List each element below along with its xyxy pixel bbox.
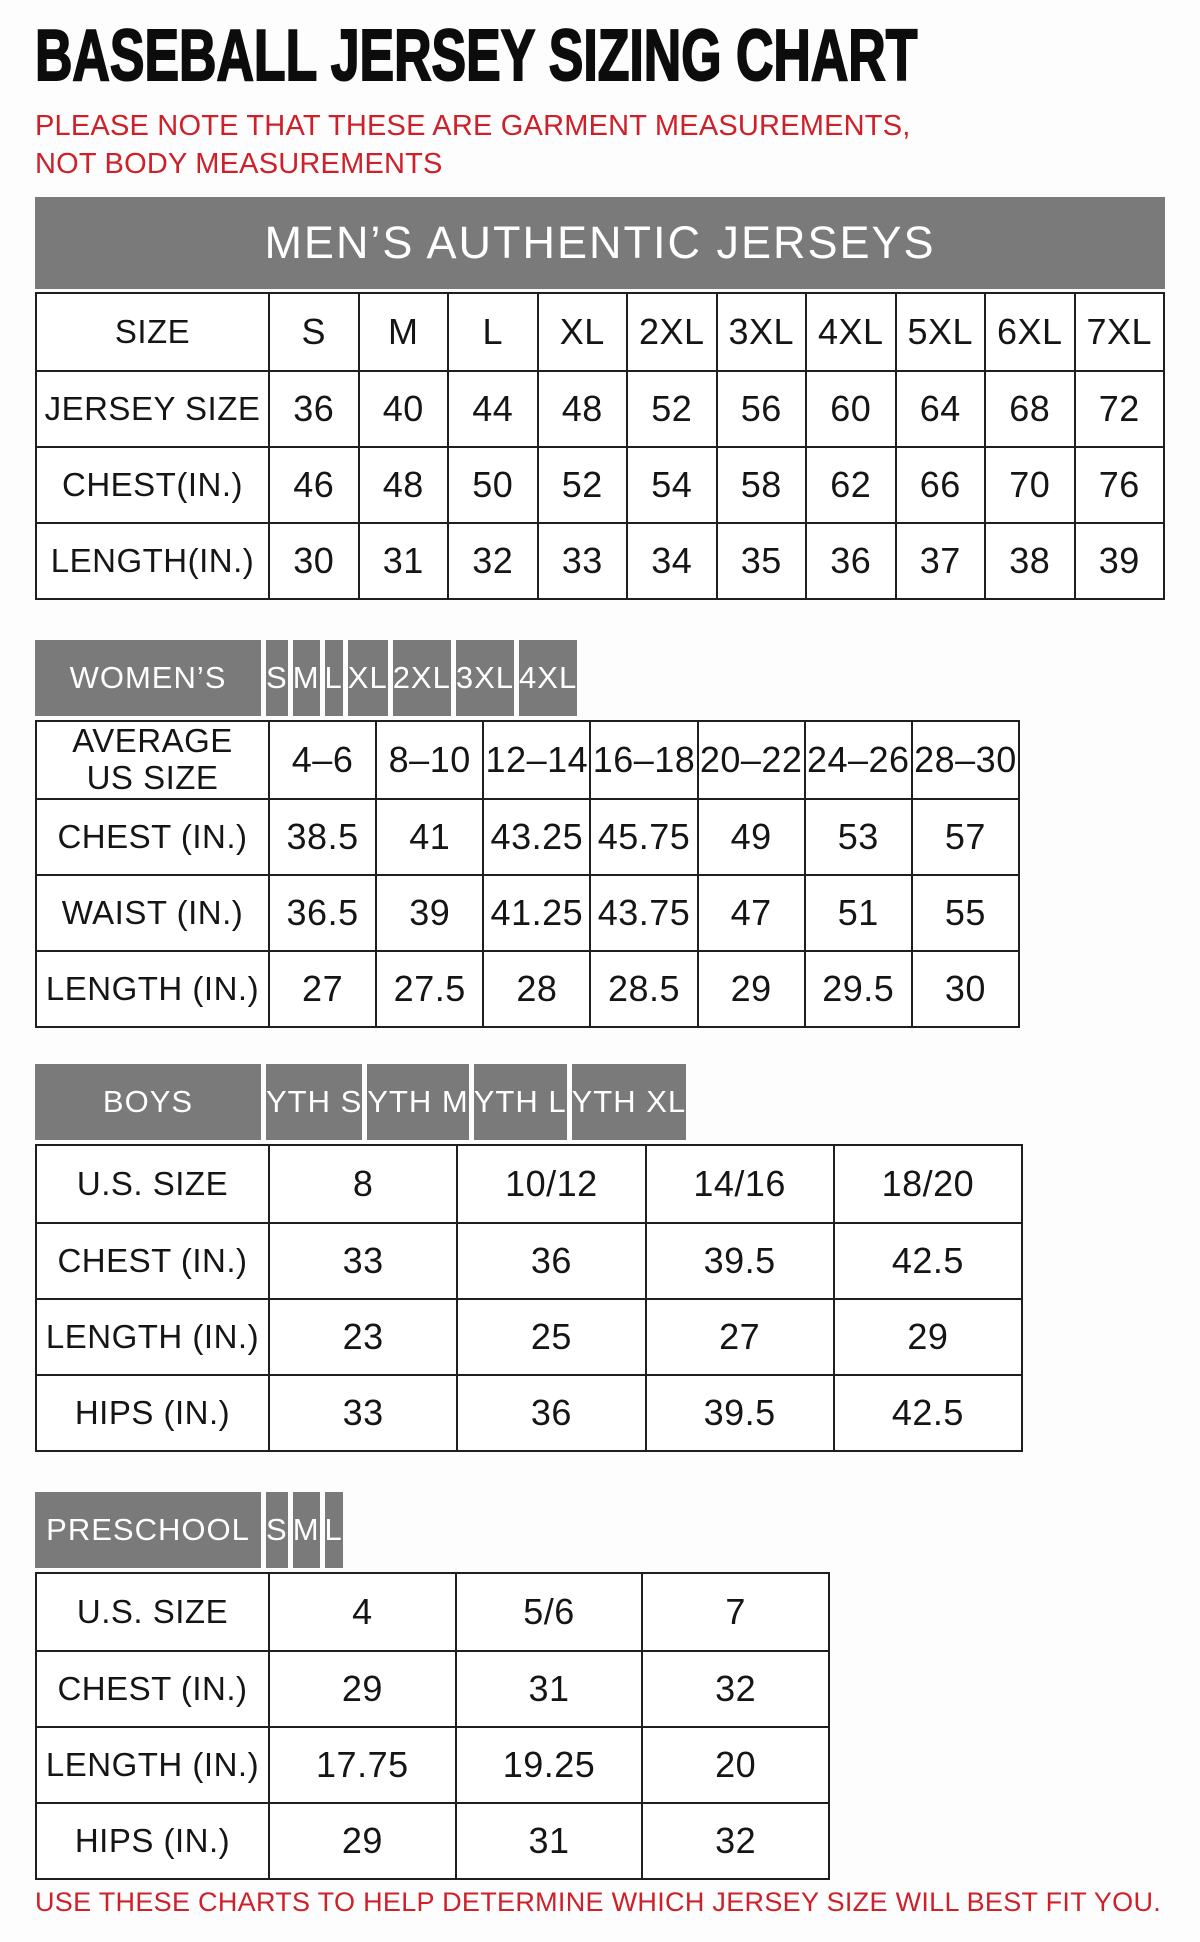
table-row (37, 294, 1163, 370)
value-cell: 5/6 (455, 1574, 642, 1650)
value-cell: 24–26 (804, 722, 911, 798)
row-label: SIZE (114, 313, 191, 351)
value-cell: 8 (268, 1146, 456, 1222)
table-row (37, 370, 1163, 446)
value-cell: 31 (455, 1804, 642, 1878)
column-header: WOMEN’S (35, 640, 266, 716)
table-row (37, 950, 1018, 1026)
value-cell: 41.25 (482, 876, 589, 950)
value-cell: 29 (833, 1300, 1021, 1374)
mens-grid (35, 292, 1165, 600)
value-cell: 7 (641, 1574, 828, 1650)
row-label-line: AVERAGE (72, 722, 233, 760)
value-cell: 30 (268, 524, 358, 598)
row-label: CHEST(IN.) (62, 466, 243, 504)
value-cell: 6XL (984, 294, 1074, 370)
value-cell: 28 (482, 952, 589, 1026)
row-label: U.S. SIZE (76, 1165, 229, 1203)
value-cell: 39 (375, 876, 482, 950)
value-cell: 39.5 (645, 1224, 833, 1298)
column-header: S (266, 640, 293, 716)
row-label: LENGTH (IN.) (45, 1746, 260, 1784)
value-cell: 31 (455, 1652, 642, 1726)
row-label: WAIST (IN.) (61, 894, 244, 932)
table-row (37, 1650, 828, 1726)
row-label: HIPS (IN.) (74, 1822, 231, 1860)
value-cell: 48 (537, 372, 627, 446)
value-cell: 52 (626, 372, 716, 446)
row-label: U.S. SIZE (76, 1593, 229, 1631)
value-cell: 23 (268, 1300, 456, 1374)
value-cell: 35 (716, 524, 806, 598)
value-cell: 4XL (805, 294, 895, 370)
value-cell: 19.25 (455, 1728, 642, 1802)
value-cell: 36 (268, 372, 358, 446)
row-label: LENGTH (IN.) (45, 970, 260, 1008)
value-cell: 16–18 (589, 722, 696, 798)
value-cell: 28–30 (911, 722, 1018, 798)
value-cell: 46 (268, 448, 358, 522)
row-label: JERSEY SIZE (44, 390, 261, 428)
value-cell: 36 (456, 1376, 644, 1450)
value-cell: 36 (805, 524, 895, 598)
boys-header-row (35, 1064, 1023, 1140)
value-cell: 17.75 (268, 1728, 455, 1802)
preschool-header-row (35, 1492, 830, 1568)
column-header: M (293, 1492, 325, 1568)
value-cell: 55 (911, 876, 1018, 950)
value-cell: 7XL (1074, 294, 1164, 370)
column-header: XL (348, 640, 393, 716)
table-row (37, 1574, 828, 1650)
value-cell: 34 (626, 524, 716, 598)
value-cell: 33 (268, 1224, 456, 1298)
value-cell: 30 (911, 952, 1018, 1026)
value-cell: 29 (268, 1804, 455, 1878)
value-cell: 32 (641, 1652, 828, 1726)
value-cell: M (358, 294, 448, 370)
value-cell: 72 (1074, 372, 1164, 446)
row-label: CHEST (IN.) (57, 1670, 248, 1708)
value-cell: 32 (641, 1804, 828, 1878)
value-cell: 25 (456, 1300, 644, 1374)
value-cell: 14/16 (645, 1146, 833, 1222)
column-header: L (325, 1492, 343, 1568)
value-cell: L (447, 294, 537, 370)
column-header: YTH L (474, 1064, 572, 1140)
row-label: HIPS (IN.) (74, 1394, 231, 1432)
table-row (37, 874, 1018, 950)
value-cell: 57 (911, 800, 1018, 874)
value-cell: 28.5 (589, 952, 696, 1026)
value-cell: 10/12 (456, 1146, 644, 1222)
column-header: YTH M (367, 1064, 473, 1140)
row-label: LENGTH(IN.) (50, 542, 255, 580)
table-row (37, 522, 1163, 598)
value-cell: 20 (641, 1728, 828, 1802)
value-cell: 70 (984, 448, 1074, 522)
value-cell: 47 (697, 876, 804, 950)
value-cell: 32 (447, 524, 537, 598)
value-cell: 43.75 (589, 876, 696, 950)
row-label: LENGTH (IN.) (45, 1318, 260, 1356)
row-label: CHEST (IN.) (57, 818, 248, 856)
value-cell: 36.5 (268, 876, 375, 950)
value-cell: 39.5 (645, 1376, 833, 1450)
value-cell: 42.5 (833, 1224, 1021, 1298)
value-cell: 3XL (716, 294, 806, 370)
table-row (37, 1802, 828, 1878)
value-cell: 44 (447, 372, 537, 446)
column-header: S (266, 1492, 293, 1568)
column-header: 2XL (393, 640, 456, 716)
value-cell: 53 (804, 800, 911, 874)
value-cell: 38 (984, 524, 1074, 598)
value-cell: 29.5 (804, 952, 911, 1026)
row-label: CHEST (IN.) (57, 1242, 248, 1280)
row-label (37, 722, 268, 798)
value-cell: 68 (984, 372, 1074, 446)
page-title: BASEBALL JERSEY SIZING CHART (35, 16, 918, 96)
value-cell: 31 (358, 524, 448, 598)
value-cell: 2XL (626, 294, 716, 370)
value-cell: XL (537, 294, 627, 370)
value-cell: 43.25 (482, 800, 589, 874)
value-cell: 49 (697, 800, 804, 874)
table-row (37, 1222, 1021, 1298)
womens-grid (35, 720, 1020, 1028)
value-cell: 45.75 (589, 800, 696, 874)
value-cell: 36 (456, 1224, 644, 1298)
table-row (37, 798, 1018, 874)
value-cell: 4 (268, 1574, 455, 1650)
table-row (37, 1374, 1021, 1450)
value-cell: 37 (895, 524, 985, 598)
preschool-grid (35, 1572, 830, 1880)
value-cell: 18/20 (833, 1146, 1021, 1222)
value-cell: 52 (537, 448, 627, 522)
value-cell: S (268, 294, 358, 370)
value-cell: 42.5 (833, 1376, 1021, 1450)
table-row (37, 446, 1163, 522)
value-cell: 27.5 (375, 952, 482, 1026)
table-row (37, 1146, 1021, 1222)
value-cell: 20–22 (697, 722, 804, 798)
value-cell: 48 (358, 448, 448, 522)
column-header: PRESCHOOL (35, 1492, 266, 1568)
value-cell: 62 (805, 448, 895, 522)
column-header: YTH S (266, 1064, 367, 1140)
value-cell: 51 (804, 876, 911, 950)
value-cell: 50 (447, 448, 537, 522)
value-cell: 27 (645, 1300, 833, 1374)
column-header: L (325, 640, 348, 716)
value-cell: 29 (697, 952, 804, 1026)
column-header: 3XL (456, 640, 519, 716)
value-cell: 64 (895, 372, 985, 446)
value-cell: 27 (268, 952, 375, 1026)
column-header: 4XL (519, 640, 577, 716)
table-row (37, 1298, 1021, 1374)
footer-note: USE THESE CHARTS TO HELP DETERMINE WHICH JERSEY SIZE WILL BEST FIT YOU. (35, 1887, 1162, 1918)
value-cell: 38.5 (268, 800, 375, 874)
table-row (37, 1726, 828, 1802)
value-cell: 54 (626, 448, 716, 522)
value-cell: 12–14 (482, 722, 589, 798)
boys-grid (35, 1144, 1023, 1452)
value-cell: 56 (716, 372, 806, 446)
row-label-line: US SIZE (86, 759, 219, 797)
womens-header-row (35, 640, 1020, 716)
tables (35, 197, 1165, 1880)
value-cell: 41 (375, 800, 482, 874)
mens-table (35, 197, 1165, 600)
value-cell: 8–10 (375, 722, 482, 798)
value-cell: 39 (1074, 524, 1164, 598)
value-cell: 5XL (895, 294, 985, 370)
column-header: BOYS (35, 1064, 266, 1140)
value-cell: 29 (268, 1652, 455, 1726)
preschool-table (35, 1492, 830, 1880)
garment-measurements-note: PLEASE NOTE THAT THESE ARE GARMENT MEASUREMENTS, NOT BODY MEASUREMENTS (35, 110, 911, 180)
value-cell: 40 (358, 372, 448, 446)
value-cell: 33 (537, 524, 627, 598)
value-cell: 33 (268, 1376, 456, 1450)
table-row (37, 722, 1018, 798)
boys-table (35, 1064, 1023, 1452)
mens-banner: MEN’S AUTHENTIC JERSEYS (35, 197, 1165, 289)
womens-table (35, 640, 1020, 1028)
value-cell: 76 (1074, 448, 1164, 522)
value-cell: 58 (716, 448, 806, 522)
value-cell: 66 (895, 448, 985, 522)
sizing-chart-page (0, 16, 1200, 1918)
value-cell: 60 (805, 372, 895, 446)
column-header: M (293, 640, 325, 716)
value-cell: 4–6 (268, 722, 375, 798)
column-header: YTH XL (572, 1064, 687, 1140)
